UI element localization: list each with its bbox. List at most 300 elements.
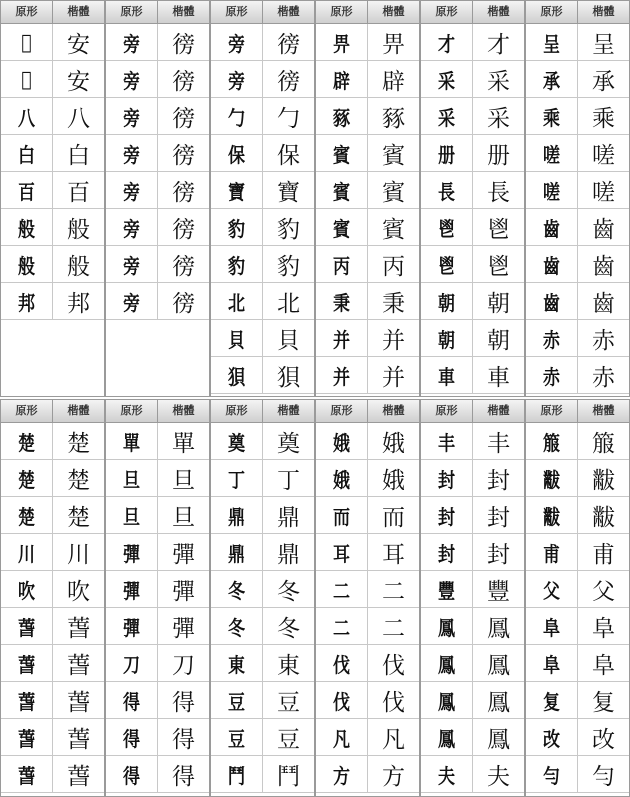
kaishu-char: 旦 (157, 497, 209, 533)
oracle-glyph: 彈 (123, 541, 140, 566)
char-row (106, 756, 209, 793)
oracle-glyph: 豹 (228, 216, 245, 241)
char-row (421, 460, 524, 497)
char-row (211, 24, 314, 61)
char-row (421, 357, 524, 394)
kaishu-char: 安 (52, 24, 104, 60)
panel-header (1, 400, 104, 423)
char-row (526, 497, 629, 534)
oracle-glyph: 萅 (18, 726, 35, 751)
kaishu-char: 冬 (262, 571, 314, 607)
char-row (526, 24, 629, 61)
kaishu-char: 萅 (52, 756, 104, 792)
char-row (211, 357, 314, 394)
kaishu-char: 丰 (472, 423, 524, 459)
oracle-glyph: 長 (438, 179, 455, 204)
kaishu-char: 萅 (52, 608, 104, 644)
char-row (316, 61, 419, 98)
char-row (211, 497, 314, 534)
oracle-glyph: 二 (333, 578, 350, 603)
oracle-glyph: 旁 (123, 253, 140, 278)
char-row (1, 645, 104, 682)
kaishu-char: 吹 (52, 571, 104, 607)
char-row (316, 172, 419, 209)
oracle-glyph: 封 (438, 467, 455, 492)
char-row (526, 719, 629, 756)
oracle-glyph: 复 (543, 689, 560, 714)
char-panel-1 (0, 0, 105, 397)
oracle-glyph: 賓 (333, 216, 350, 241)
oracle-glyph: 黻 (543, 504, 560, 529)
char-row (211, 246, 314, 283)
char-row (526, 571, 629, 608)
char-row (1, 246, 104, 283)
oracle-glyph: 伐 (333, 689, 350, 714)
kaishu-char: 豹 (262, 246, 314, 282)
kaishu-char: 伐 (367, 682, 419, 718)
kaishu-char: 勻 (577, 756, 629, 792)
oracle-glyph: 朝 (438, 290, 455, 315)
kaishu-char: 采 (472, 61, 524, 97)
kaishu-char: 朝 (472, 283, 524, 319)
kaishu-char: 般 (52, 209, 104, 245)
kaishu-char: 百 (52, 172, 104, 208)
char-row (211, 460, 314, 497)
oracle-glyph: 旁 (123, 179, 140, 204)
original-form-header: 原形 (540, 404, 563, 417)
kaishu-char: 邦 (52, 283, 104, 319)
char-panel-4 (315, 0, 420, 397)
oracle-glyph: 齒 (543, 290, 560, 315)
char-row (1, 571, 104, 608)
kaishu-char: 并 (367, 320, 419, 356)
original-form-header: 原形 (15, 404, 38, 417)
char-row (106, 61, 209, 98)
kaishu-char: 伐 (367, 645, 419, 681)
oracle-glyph: 甫 (543, 541, 560, 566)
original-form-header: 原形 (330, 404, 353, 417)
char-row (526, 320, 629, 357)
oracle-glyph: 旁 (123, 142, 140, 167)
kaishu-char: 賓 (367, 135, 419, 171)
kaishu-char: 凡 (367, 719, 419, 755)
kaishu-char: 并 (367, 357, 419, 393)
char-row (526, 135, 629, 172)
oracle-glyph: 二 (333, 615, 350, 640)
oracle-glyph: 得 (123, 689, 140, 714)
oracle-glyph: 鼎 (228, 504, 245, 529)
char-row (316, 357, 419, 394)
char-row (106, 645, 209, 682)
oracle-glyph: 白 (18, 142, 35, 167)
char-row (106, 135, 209, 172)
kaishu-char: 嗟 (577, 135, 629, 171)
original-form-header: 原形 (120, 5, 143, 18)
oracle-glyph: 嗟 (543, 179, 560, 204)
oracle-glyph: 勹 (228, 105, 245, 130)
panel-header (421, 1, 524, 24)
char-row (211, 283, 314, 320)
char-row (316, 645, 419, 682)
oracle-glyph: 東 (228, 652, 245, 677)
kaishu-char: 豹 (262, 209, 314, 245)
kaishu-char: 鳳 (472, 645, 524, 681)
oracle-glyph: 旁 (123, 31, 140, 56)
char-row (526, 460, 629, 497)
char-row (421, 283, 524, 320)
char-panel-6 (525, 0, 630, 397)
kaishu-char: 畀 (367, 24, 419, 60)
oracle-glyph: 單 (123, 430, 140, 455)
char-row (1, 460, 104, 497)
panel-header (421, 400, 524, 423)
char-row (526, 608, 629, 645)
char-panel-9 (210, 399, 315, 797)
char-row (421, 534, 524, 571)
oracle-glyph: 方 (333, 763, 350, 788)
kaishu-char: 阜 (577, 608, 629, 644)
kaishu-header: 楷體 (472, 1, 524, 23)
original-form-header: 原形 (225, 404, 248, 417)
oracle-glyph: 寶 (228, 179, 245, 204)
char-row (211, 756, 314, 793)
char-row (526, 283, 629, 320)
oracle-glyph: 般 (18, 253, 35, 278)
oracle-glyph: 采 (438, 105, 455, 130)
kaishu-header: 楷體 (472, 400, 524, 422)
char-row (1, 719, 104, 756)
char-row (316, 98, 419, 135)
char-row (1, 209, 104, 246)
char-row (106, 24, 209, 61)
oracle-glyph: 采 (438, 68, 455, 93)
oracle-glyph: 而 (333, 504, 350, 529)
char-row (421, 497, 524, 534)
char-row (316, 24, 419, 61)
oracle-glyph: 凡 (333, 726, 350, 751)
kaishu-char: 得 (157, 756, 209, 792)
kaishu-char: 單 (157, 423, 209, 459)
oracle-glyph: 娥 (333, 467, 350, 492)
oracle-glyph: 邦 (18, 290, 35, 315)
char-row (316, 209, 419, 246)
char-row (211, 209, 314, 246)
oracle-glyph: 耳 (333, 541, 350, 566)
char-row (316, 534, 419, 571)
oracle-glyph: 黻 (543, 467, 560, 492)
kaishu-char: 呈 (577, 24, 629, 60)
char-row (1, 682, 104, 719)
char-row (316, 571, 419, 608)
kaishu-char: 鬯 (472, 246, 524, 282)
char-row (106, 719, 209, 756)
char-row (316, 756, 419, 793)
char-row (526, 209, 629, 246)
char-row (421, 209, 524, 246)
char-row (211, 61, 314, 98)
oracle-glyph: 齒 (543, 253, 560, 278)
char-row (211, 682, 314, 719)
oracle-glyph: 奠 (228, 430, 245, 455)
kaishu-char: 鼎 (262, 534, 314, 570)
char-row (316, 320, 419, 357)
oracle-glyph: 箙 (543, 430, 560, 455)
oracle-glyph: 辟 (333, 68, 350, 93)
char-row (421, 571, 524, 608)
kaishu-char: 保 (262, 135, 314, 171)
char-row (106, 246, 209, 283)
kaishu-char: 二 (367, 571, 419, 607)
oracle-glyph: 吹 (18, 578, 35, 603)
kaishu-char: 川 (52, 534, 104, 570)
char-row (421, 24, 524, 61)
char-panel-12 (525, 399, 630, 797)
kaishu-char: 丙 (367, 246, 419, 282)
kaishu-char: 夫 (472, 756, 524, 792)
char-row (106, 682, 209, 719)
oracle-glyph: 保 (228, 142, 245, 167)
kaishu-char: 安 (52, 61, 104, 97)
kaishu-char: 才 (472, 24, 524, 60)
kaishu-char: 封 (472, 497, 524, 533)
kaishu-char: 徬 (157, 98, 209, 134)
oracle-glyph: 并 (333, 364, 350, 389)
char-row (211, 571, 314, 608)
kaishu-char: 寶 (262, 172, 314, 208)
kaishu-char: 豆 (262, 682, 314, 718)
oracle-glyph: 川 (18, 541, 35, 566)
panel-header (526, 1, 629, 24)
char-row (1, 497, 104, 534)
kaishu-char: 得 (157, 682, 209, 718)
oracle-glyph: 旦 (123, 504, 140, 529)
char-row (106, 460, 209, 497)
oracle-glyph: 夫 (438, 763, 455, 788)
char-row (316, 423, 419, 460)
oracle-glyph: 百 (18, 179, 35, 204)
kaishu-char: 鳳 (472, 608, 524, 644)
kaishu-char: 鳳 (472, 719, 524, 755)
kaishu-header: 楷體 (52, 1, 104, 23)
kaishu-char: 萅 (52, 645, 104, 681)
oracle-glyph: 𠆠 (21, 30, 32, 54)
oracle-glyph: 貝 (228, 327, 245, 352)
kaishu-char: 丁 (262, 460, 314, 496)
kaishu-char: 承 (577, 61, 629, 97)
kaishu-char: 豐 (472, 571, 524, 607)
char-panel-5 (420, 0, 525, 397)
char-row (316, 246, 419, 283)
kaishu-char: 鬯 (472, 209, 524, 245)
kaishu-char: 秉 (367, 283, 419, 319)
char-row (106, 608, 209, 645)
oracle-glyph: 旁 (123, 290, 140, 315)
kaishu-char: 辟 (367, 61, 419, 97)
kaishu-char: 楚 (52, 423, 104, 459)
kaishu-char: 狽 (262, 357, 314, 393)
oracle-glyph: 楚 (18, 467, 35, 492)
kaishu-char: 鳳 (472, 682, 524, 718)
kaishu-char: 彈 (157, 534, 209, 570)
char-row (421, 645, 524, 682)
oracle-glyph: 冬 (228, 615, 245, 640)
oracle-glyph: 八 (18, 105, 35, 130)
oracle-glyph: 鳳 (438, 615, 455, 640)
char-row (1, 61, 104, 98)
oracle-glyph: 萅 (18, 652, 35, 677)
oracle-glyph: 萅 (18, 763, 35, 788)
kaishu-char: 父 (577, 571, 629, 607)
kaishu-char: 改 (577, 719, 629, 755)
char-row (106, 497, 209, 534)
oracle-glyph: 鬯 (438, 216, 455, 241)
oracle-glyph: 册 (438, 142, 455, 167)
char-row (421, 719, 524, 756)
oracle-glyph: 冬 (228, 578, 245, 603)
char-row (106, 172, 209, 209)
panel-header (316, 1, 419, 24)
char-row (211, 98, 314, 135)
oracle-glyph: 萅 (18, 615, 35, 640)
oracle-glyph: 赤 (543, 327, 560, 352)
kaishu-char: 赤 (577, 320, 629, 356)
kaishu-char: 赤 (577, 357, 629, 393)
kaishu-char: 白 (52, 135, 104, 171)
oracle-glyph: 才 (438, 31, 455, 56)
kaishu-char: 齒 (577, 209, 629, 245)
char-row (526, 423, 629, 460)
kaishu-header: 楷體 (367, 400, 419, 422)
kaishu-char: 豩 (367, 98, 419, 134)
char-row (421, 172, 524, 209)
kaishu-char: 賓 (367, 209, 419, 245)
char-row (526, 98, 629, 135)
oracle-glyph: 阜 (543, 615, 560, 640)
kaishu-char: 車 (472, 357, 524, 393)
char-row (526, 246, 629, 283)
kaishu-char: 長 (472, 172, 524, 208)
char-row (421, 756, 524, 793)
char-row (211, 423, 314, 460)
kaishu-char: 徬 (262, 24, 314, 60)
char-row (526, 645, 629, 682)
char-row (1, 423, 104, 460)
char-row (211, 172, 314, 209)
kaishu-char: 娥 (367, 423, 419, 459)
panel-header (316, 400, 419, 423)
kaishu-char: 齒 (577, 246, 629, 282)
char-row (1, 283, 104, 320)
kaishu-header: 楷體 (262, 400, 314, 422)
oracle-glyph: 豩 (333, 105, 350, 130)
oracle-glyph: 改 (543, 726, 560, 751)
kaishu-char: 豆 (262, 719, 314, 755)
oracle-glyph: 得 (123, 726, 140, 751)
panel-header (526, 400, 629, 423)
kaishu-char: 徬 (157, 209, 209, 245)
oracle-glyph: 鼎 (228, 541, 245, 566)
oracle-glyph: 旁 (228, 31, 245, 56)
kaishu-char: 北 (262, 283, 314, 319)
kaishu-char: 萅 (52, 719, 104, 755)
char-row (106, 98, 209, 135)
char-row (211, 320, 314, 357)
oracle-glyph: 娥 (333, 430, 350, 455)
kaishu-char: 萅 (52, 682, 104, 718)
oracle-glyph: 丁 (228, 467, 245, 492)
char-panel-2 (105, 0, 210, 397)
kaishu-char: 箙 (577, 423, 629, 459)
oracle-glyph: 鬥 (228, 763, 245, 788)
oracle-glyph: 并 (333, 327, 350, 352)
char-row (526, 534, 629, 571)
kaishu-char: 楚 (52, 497, 104, 533)
char-row (526, 172, 629, 209)
panel-header (211, 400, 314, 423)
oracle-glyph: 朝 (438, 327, 455, 352)
oracle-glyph: 承 (543, 68, 560, 93)
original-form-header: 原形 (540, 5, 563, 18)
kaishu-char: 鬥 (262, 756, 314, 792)
kaishu-char: 徬 (157, 135, 209, 171)
char-row (106, 423, 209, 460)
char-row (316, 608, 419, 645)
oracle-glyph: 楚 (18, 504, 35, 529)
oracle-glyph: 呈 (543, 31, 560, 56)
original-form-header: 原形 (15, 5, 38, 18)
kaishu-char: 封 (472, 534, 524, 570)
oracle-glyph: 狽 (228, 364, 245, 389)
oracle-glyph: 刀 (123, 652, 140, 677)
char-row (421, 61, 524, 98)
char-row (1, 756, 104, 793)
oracle-glyph: 封 (438, 541, 455, 566)
oracle-glyph: 赤 (543, 364, 560, 389)
char-row (526, 61, 629, 98)
char-row (421, 320, 524, 357)
oracle-glyph: 伐 (333, 652, 350, 677)
char-row (106, 283, 209, 320)
char-row (421, 608, 524, 645)
kaishu-char: 二 (367, 608, 419, 644)
char-row (1, 608, 104, 645)
kaishu-char: 阜 (577, 645, 629, 681)
kaishu-char: 甫 (577, 534, 629, 570)
kaishu-char: 而 (367, 497, 419, 533)
kaishu-char: 封 (472, 460, 524, 496)
kaishu-char: 旦 (157, 460, 209, 496)
oracle-glyph: 北 (228, 290, 245, 315)
panel-header (1, 1, 104, 24)
oracle-glyph: 嗟 (543, 142, 560, 167)
oracle-glyph: 賓 (333, 179, 350, 204)
kaishu-char: 黻 (577, 497, 629, 533)
char-row (316, 135, 419, 172)
original-form-header: 原形 (120, 404, 143, 417)
oracle-glyph: 畀 (333, 31, 350, 56)
original-form-header: 原形 (435, 5, 458, 18)
kaishu-header: 楷體 (157, 1, 209, 23)
kaishu-char: 徬 (157, 24, 209, 60)
oracle-glyph: 阜 (543, 652, 560, 677)
kaishu-char: 鼎 (262, 497, 314, 533)
oracle-glyph: 豐 (438, 578, 455, 603)
oracle-glyph: 楚 (18, 430, 35, 455)
oracle-glyph: 勻 (543, 763, 560, 788)
char-row (421, 682, 524, 719)
panel-header (106, 1, 209, 24)
kaishu-char: 刀 (157, 645, 209, 681)
